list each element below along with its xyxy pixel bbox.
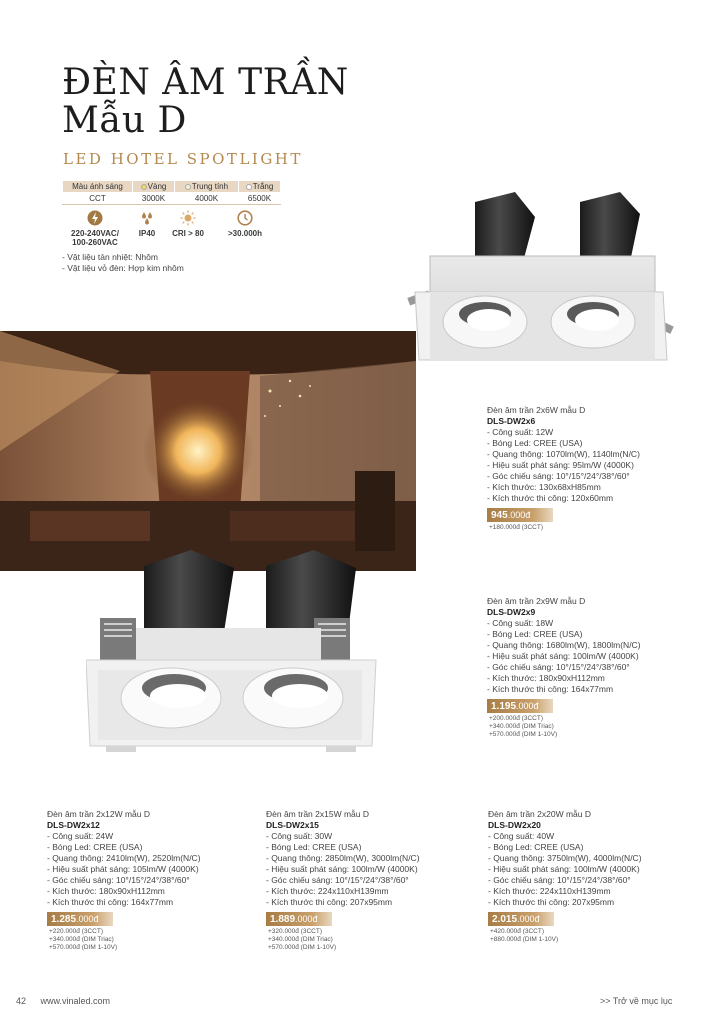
price-option: +570.000đ (DIM 1-10V) bbox=[49, 944, 118, 951]
spec-line: - Hiệu suất phát sáng: 100lm/W (4000K) bbox=[488, 864, 640, 874]
table-value-4000k: 4000K bbox=[175, 193, 239, 205]
spec-line: - Kích thước: 130x68xH85mm bbox=[487, 482, 601, 492]
price-option: +570.000đ (DIM 1-10V) bbox=[489, 731, 558, 738]
spec-line: - Bóng Led: CREE (USA) bbox=[487, 629, 583, 639]
product-name: Đèn âm trần 2x6W mẫu D bbox=[487, 405, 586, 415]
table-header-color: Màu ánh sáng bbox=[63, 181, 133, 193]
product-dw2x9 bbox=[487, 596, 641, 739]
price-option: +880.000đ (DIM 1-10V) bbox=[490, 936, 559, 943]
spec-line: - Góc chiếu sáng: 10°/15°/24°/38°/60° bbox=[487, 662, 630, 672]
spec-line: - Quang thông: 3750lm(W), 4000lm(N/C) bbox=[488, 853, 642, 863]
materials-list bbox=[62, 252, 184, 274]
hotel-lobby-photo bbox=[0, 331, 416, 571]
product-code: DLS-DW2x20 bbox=[488, 820, 541, 830]
product-code: DLS-DW2x9 bbox=[487, 607, 536, 617]
sun-icon bbox=[179, 210, 197, 226]
spec-line: - Góc chiếu sáng: 10°/15°/24°/38°/60° bbox=[487, 471, 630, 481]
spec-line: - Công suất: 40W bbox=[488, 831, 555, 841]
price-options bbox=[47, 928, 201, 952]
price-options bbox=[487, 524, 640, 532]
spec-line: - Góc chiếu sáng: 10°/15°/24°/38°/60° bbox=[47, 875, 190, 885]
water-drop-icon bbox=[139, 210, 155, 226]
table-cell-white: Trắng bbox=[239, 181, 281, 193]
spec-line: - Quang thông: 2850lm(W), 3000lm(N/C) bbox=[266, 853, 420, 863]
spec-line: - Bóng Led: CREE (USA) bbox=[47, 842, 143, 852]
table-label-cct: CCT bbox=[63, 193, 133, 205]
page-subtitle: LED HOTEL SPOTLIGHT bbox=[63, 150, 303, 168]
price-tag: 1.889.000đ bbox=[266, 912, 332, 926]
product-dw2x12 bbox=[47, 809, 201, 952]
neutral-dot-icon bbox=[185, 184, 191, 190]
feature-lifetime: >30.000h bbox=[220, 210, 270, 238]
price-option: +420.000đ (3CCT) bbox=[490, 928, 545, 935]
footer-left bbox=[16, 996, 110, 1006]
website-link[interactable]: www.vinaled.com bbox=[40, 996, 111, 1006]
price-option: +220.000đ (3CCT) bbox=[49, 928, 104, 935]
product-name: Đèn âm trần 2x15W mẫu D bbox=[266, 809, 369, 819]
table-value-6500k: 6500K bbox=[239, 193, 281, 205]
spec-line: - Góc chiếu sáng: 10°/15°/24°/38°/60° bbox=[488, 875, 631, 885]
product-name: Đèn âm trần 2x12W mẫu D bbox=[47, 809, 150, 819]
spec-line: - Kích thước thi công: 164x77mm bbox=[47, 897, 174, 907]
product-image-dw2x6 bbox=[405, 192, 680, 364]
spec-line: - Hiệu suất phát sáng: 105lm/W (4000K) bbox=[47, 864, 199, 874]
title-line-2: Mẫu D bbox=[62, 100, 187, 141]
spec-line: - Công suất: 30W bbox=[266, 831, 333, 841]
price-options bbox=[266, 928, 420, 952]
spec-line: - Quang thông: 1680lm(W), 1800lm(N/C) bbox=[487, 640, 641, 650]
price-options bbox=[488, 928, 642, 944]
price-option: +340.000đ (DIM Triac) bbox=[268, 936, 333, 943]
spec-line: - Kích thước thi công: 164x77mm bbox=[487, 684, 614, 694]
spec-line: - Kích thước: 224x110xH139mm bbox=[488, 886, 611, 896]
white-dot-icon bbox=[246, 184, 252, 190]
page-number: 42 bbox=[16, 996, 27, 1006]
spec-line: - Kích thước: 180x90xH112mm bbox=[47, 886, 165, 896]
price-option: +570.000đ (DIM 1-10V) bbox=[268, 944, 337, 951]
product-code: DLS-DW2x15 bbox=[266, 820, 319, 830]
page-title bbox=[62, 64, 349, 140]
feature-power: 220-240VAC/ 100-260VAC bbox=[64, 210, 126, 247]
price-option: +340.000đ (DIM Triac) bbox=[489, 723, 554, 730]
feature-cri: CRI > 80 bbox=[168, 210, 208, 238]
spec-line: - Kích thước thi công: 207x95mm bbox=[488, 897, 615, 907]
product-dw2x6 bbox=[487, 405, 640, 532]
table-cell-yellow: Vàng bbox=[133, 181, 175, 193]
price-tag: 945.000đ bbox=[487, 508, 553, 522]
price-option: +340.000đ (DIM Triac) bbox=[49, 936, 114, 943]
material-heatsink: - Vật liệu tản nhiệt: Nhôm bbox=[62, 252, 158, 262]
spec-line: - Góc chiếu sáng: 10°/15°/24°/38°/60° bbox=[266, 875, 409, 885]
spec-line: - Quang thông: 2410lm(W), 2520lm(N/C) bbox=[47, 853, 201, 863]
spec-line: - Hiệu suất phát sáng: 100lm/W (4000K) bbox=[487, 651, 639, 661]
price-tag: 1.195.000đ bbox=[487, 699, 553, 713]
price-option: +200.000đ (3CCT) bbox=[489, 715, 544, 722]
product-name: Đèn âm trần 2x9W mẫu D bbox=[487, 596, 586, 606]
feature-icons bbox=[64, 210, 284, 250]
spec-line: - Công suất: 24W bbox=[47, 831, 114, 841]
spec-line: - Kích thước: 224x110xH139mm bbox=[266, 886, 389, 896]
yellow-dot-icon bbox=[141, 184, 147, 190]
price-options bbox=[487, 715, 641, 739]
color-temperature-table bbox=[62, 180, 281, 205]
spec-line: - Công suất: 18W bbox=[487, 618, 554, 628]
title-line-1: ĐÈN ÂM TRẦN bbox=[62, 62, 349, 103]
spec-line: - Kích thước thi công: 120x60mm bbox=[487, 493, 614, 503]
product-image-dw2x9 bbox=[86, 548, 386, 756]
price-option: +320.000đ (3CCT) bbox=[268, 928, 323, 935]
power-icon bbox=[87, 210, 103, 226]
product-dw2x15 bbox=[266, 809, 420, 952]
product-dw2x20 bbox=[488, 809, 642, 944]
material-body: - Vật liệu vỏ đèn: Hợp kim nhôm bbox=[62, 263, 184, 273]
price-tag: 1.285.000đ bbox=[47, 912, 113, 926]
spec-line: - Hiệu suất phát sáng: 100lm/W (4000K) bbox=[266, 864, 418, 874]
clock-icon bbox=[237, 210, 253, 226]
back-to-contents-link[interactable]: >> Trở về mục lục bbox=[600, 996, 673, 1006]
spec-line: - Bóng Led: CREE (USA) bbox=[487, 438, 583, 448]
spec-line: - Kích thước thi công: 207x95mm bbox=[266, 897, 393, 907]
price-tag: 2.015.000đ bbox=[488, 912, 554, 926]
spec-line: - Công suất: 12W bbox=[487, 427, 554, 437]
price-option: +180.000đ (3CCT) bbox=[489, 524, 544, 531]
product-code: DLS-DW2x12 bbox=[47, 820, 100, 830]
spec-line: - Bóng Led: CREE (USA) bbox=[266, 842, 362, 852]
spec-line: - Quang thông: 1070lm(W), 1140lm(N/C) bbox=[487, 449, 640, 459]
spec-line: - Hiệu suất phát sáng: 95lm/W (4000K) bbox=[487, 460, 634, 470]
product-code: DLS-DW2x6 bbox=[487, 416, 536, 426]
product-name: Đèn âm trần 2x20W mẫu D bbox=[488, 809, 591, 819]
spec-line: - Kích thước: 180x90xH112mm bbox=[487, 673, 605, 683]
table-cell-neutral: Trung tính bbox=[175, 181, 239, 193]
table-value-3000k: 3000K bbox=[133, 193, 175, 205]
feature-ip: IP40 bbox=[132, 210, 162, 238]
spec-line: - Bóng Led: CREE (USA) bbox=[488, 842, 584, 852]
